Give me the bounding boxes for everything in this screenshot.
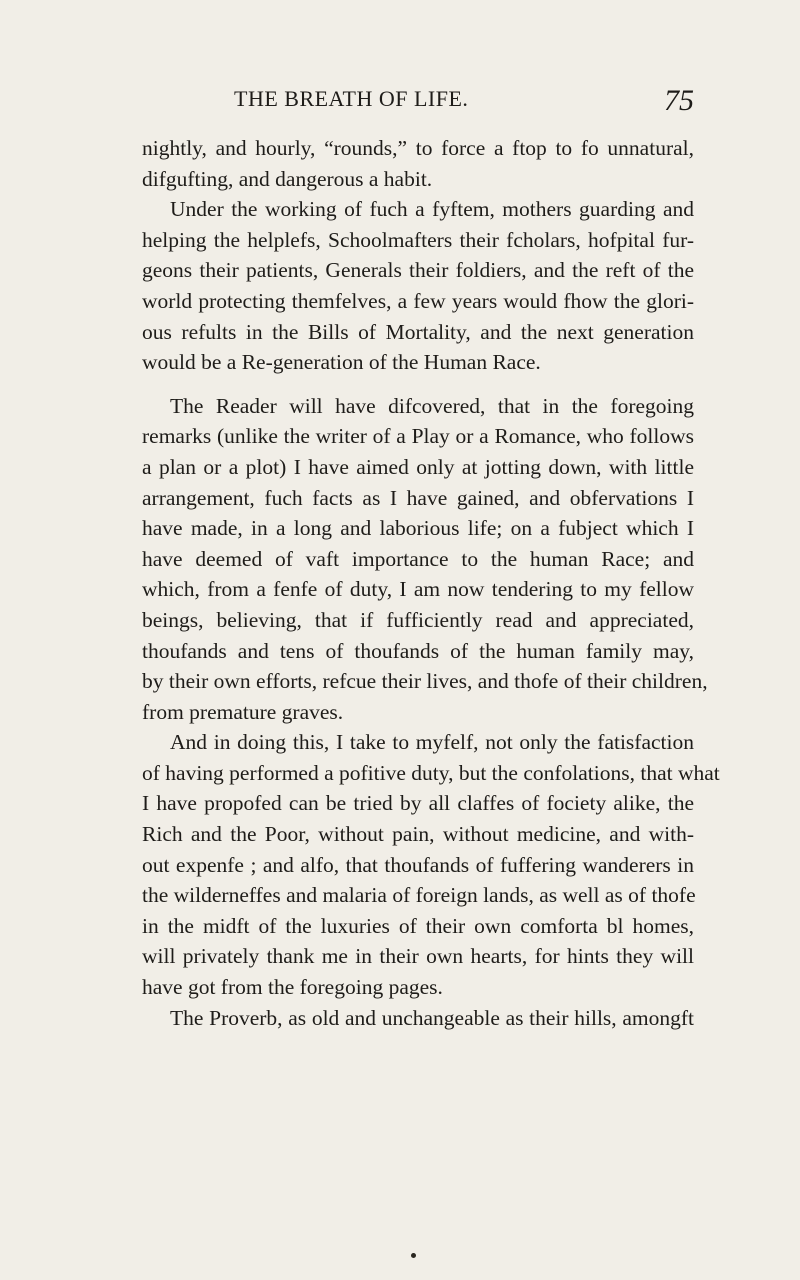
text-line: Under the working of fuch a fyftem, mothers guarding and (170, 197, 694, 222)
text-line: out expenfe ; and alfo, that thoufands of fuffering wanderers in (142, 852, 694, 877)
text-line: the wilderneffes and malaria of foreign lands, as well as of thofe (142, 883, 696, 908)
text-line: The Reader will have difcovered, that in the foregoing (170, 393, 694, 418)
text-line: ous refults in the Bills of Mortality, and the next generation (142, 319, 694, 344)
text-line: will privately thank me in their own hearts, for hints they will (142, 944, 694, 969)
text-line: thoufands and tens of thoufands of the human family may, (142, 638, 694, 663)
text-line: arrangement, fuch facts as I have gained, and obfervations I (142, 485, 694, 510)
text-line: in the midft of the luxuries of their own comforta bl homes, (142, 913, 694, 938)
text-line: difgufting, and dangerous a habit. (142, 166, 433, 191)
text-line: would be a Re-generation of the Human Race. (142, 350, 541, 375)
text-line: have made, in a long and laborious life; on a fubject which I (142, 516, 694, 541)
page-number: 75 (664, 84, 694, 117)
text-line: remarks (unlike the writer of a Play or a Romance, who follows (142, 424, 694, 449)
text-line: world protecting themfelves, a few years would fhow the glori- (142, 288, 694, 313)
text-line: a plan or a plot) I have aimed only at jotting down, with little (142, 454, 694, 479)
text-line: helping the helplefs, Schoolmafters their fcholars, hofpital fur- (142, 227, 694, 252)
text-line: beings, believing, that if fufficiently read and appreciated, (142, 607, 694, 632)
text-line: have deemed of vaft importance to the human Race; and (142, 546, 694, 571)
text-line: by their own efforts, refcue their lives, and thofe of their children, (142, 669, 708, 694)
text-line: I have propofed can be tried by all claffes of fociety alike, the (142, 791, 694, 816)
text-line: The Proverb, as old and unchangeable as their hills, amongft (170, 1005, 694, 1030)
text-line: Rich and the Poor, without pain, without medicine, and with- (142, 822, 694, 847)
running-title: THE BREATH OF LIFE. (234, 86, 469, 111)
ink-dot (411, 1253, 416, 1258)
text-line: geons their patients, Generals their foldiers, and the reft of the (142, 258, 694, 283)
text-line: from premature graves. (142, 699, 344, 724)
running-head (142, 86, 694, 126)
text-line: nightly, and hourly, “rounds,” to force a ftop to fo unnatural, (142, 136, 694, 160)
body-text (142, 133, 720, 1033)
text-line: of having performed a pofitive duty, but the confolations, that what (142, 760, 720, 785)
paragraph-gap (142, 378, 694, 391)
text-line: And in doing this, I take to myfelf, not only the fatisfaction (170, 730, 694, 755)
text-line: have got from the foregoing pages. (142, 975, 443, 1000)
text-line: which, from a fenfe of duty, I am now tendering to my fellow (142, 577, 694, 602)
